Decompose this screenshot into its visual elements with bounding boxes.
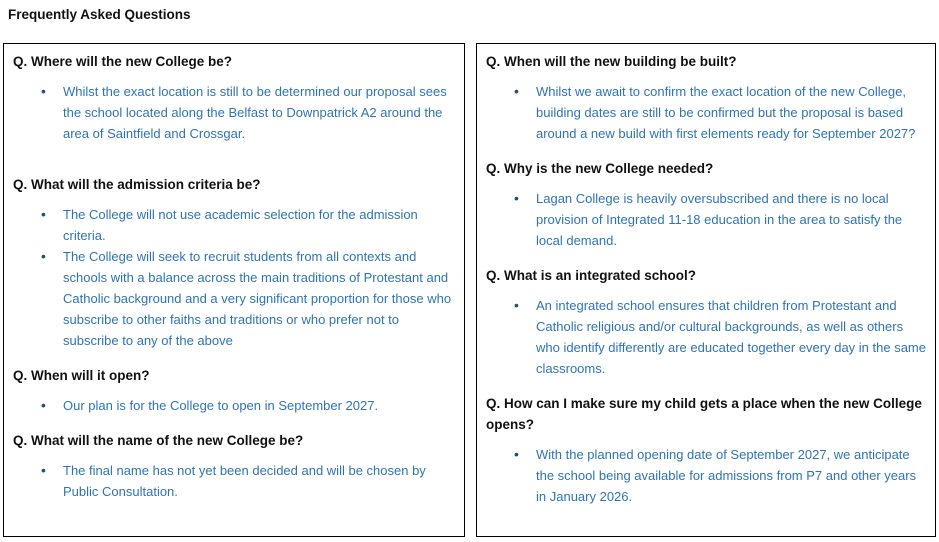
qa-answer-list bbox=[13, 460, 455, 502]
bullet-icon: • bbox=[41, 83, 46, 99]
qa-answer-text: Whilst we await to confirm the exact location of the new College, building dates are still to be confirmed but the proposal is based around a new build with first elements ready for September 2027? bbox=[536, 84, 916, 141]
qa-answer-item bbox=[514, 444, 926, 507]
qa-answer-text: An integrated school ensures that children from Protestant and Catholic religious and/or cultural backgrounds, as well as others who identify differently are educated together every day in the same classrooms. bbox=[536, 298, 926, 376]
bullet-icon: • bbox=[41, 248, 46, 264]
qa-answer-list bbox=[486, 444, 926, 507]
bullet-icon: • bbox=[41, 397, 46, 413]
qa-item bbox=[13, 430, 455, 502]
qa-item bbox=[486, 158, 926, 251]
qa-answer-item bbox=[41, 81, 455, 144]
qa-question: Q. What will the name of the new College be? bbox=[13, 433, 304, 448]
qa-question: Q. When will it open? bbox=[13, 368, 150, 383]
bullet-icon: • bbox=[514, 83, 519, 99]
bullet-icon: • bbox=[514, 446, 519, 462]
qa-question: Q. Why is the new College needed? bbox=[486, 161, 714, 176]
faq-column-left bbox=[3, 43, 465, 537]
qa-item bbox=[486, 265, 926, 379]
qa-answer-text: Our plan is for the College to open in September 2027. bbox=[63, 398, 379, 413]
qa-question: Q. How can I make sure my child gets a place when the new College opens? bbox=[486, 396, 922, 432]
qa-question: Q. When will the new building be built? bbox=[486, 54, 737, 69]
qa-answer-text: The final name has not yet been decided and will be chosen by Public Consultation. bbox=[63, 463, 426, 499]
qa-answer-item bbox=[41, 204, 455, 246]
qa-answer-list bbox=[486, 295, 926, 379]
qa-answer-item bbox=[514, 81, 926, 144]
qa-answer-text: Lagan College is heavily oversubscribed and there is no local provision of Integrated 11-18 education in the area to satisfy the local demand. bbox=[536, 191, 903, 248]
qa-answer-item bbox=[514, 188, 926, 251]
qa-answer-text: Whilst the exact location is still to be determined our proposal sees the school located along the Belfast to Downpatrick A2 around the area of Saintfield and Crossgar. bbox=[63, 84, 447, 141]
qa-answer-list bbox=[13, 395, 455, 416]
bullet-icon: • bbox=[41, 206, 46, 222]
qa-answer-list bbox=[13, 81, 455, 144]
bullet-icon: • bbox=[514, 297, 519, 313]
qa-item bbox=[486, 51, 926, 144]
qa-answer-item bbox=[41, 246, 455, 351]
qa-item bbox=[486, 393, 926, 507]
faq-grid bbox=[3, 43, 936, 537]
qa-item bbox=[13, 51, 455, 144]
qa-answer-item bbox=[514, 295, 926, 379]
qa-answer-list bbox=[486, 188, 926, 251]
qa-answer-list bbox=[13, 204, 455, 351]
faq-column-right bbox=[476, 43, 936, 537]
qa-question: Q. What is an integrated school? bbox=[486, 268, 697, 283]
qa-question: Q. What will the admission criteria be? bbox=[13, 177, 261, 192]
qa-item bbox=[13, 365, 455, 416]
qa-item bbox=[13, 174, 455, 351]
bullet-icon: • bbox=[514, 190, 519, 206]
qa-answer-text: The College will not use academic selection for the admission criteria. bbox=[63, 207, 418, 243]
qa-question: Q. Where will the new College be? bbox=[13, 54, 233, 69]
qa-answer-text: The College will seek to recruit students from all contexts and schools with a balance across the main traditions of Protestant and Catholic background and a very significant proportion for those who subscribe to other faiths and traditions or who prefer not to subscribe to any of the above bbox=[63, 249, 452, 348]
qa-answer-list bbox=[486, 81, 926, 144]
page-title: Frequently Asked Questions bbox=[8, 7, 191, 22]
qa-answer-item bbox=[41, 395, 455, 416]
bullet-icon: • bbox=[41, 462, 46, 478]
qa-answer-item bbox=[41, 460, 455, 502]
qa-answer-text: With the planned opening date of September 2027, we anticipate the school being available for admissions from P7 and other years in January 2026. bbox=[536, 447, 917, 504]
